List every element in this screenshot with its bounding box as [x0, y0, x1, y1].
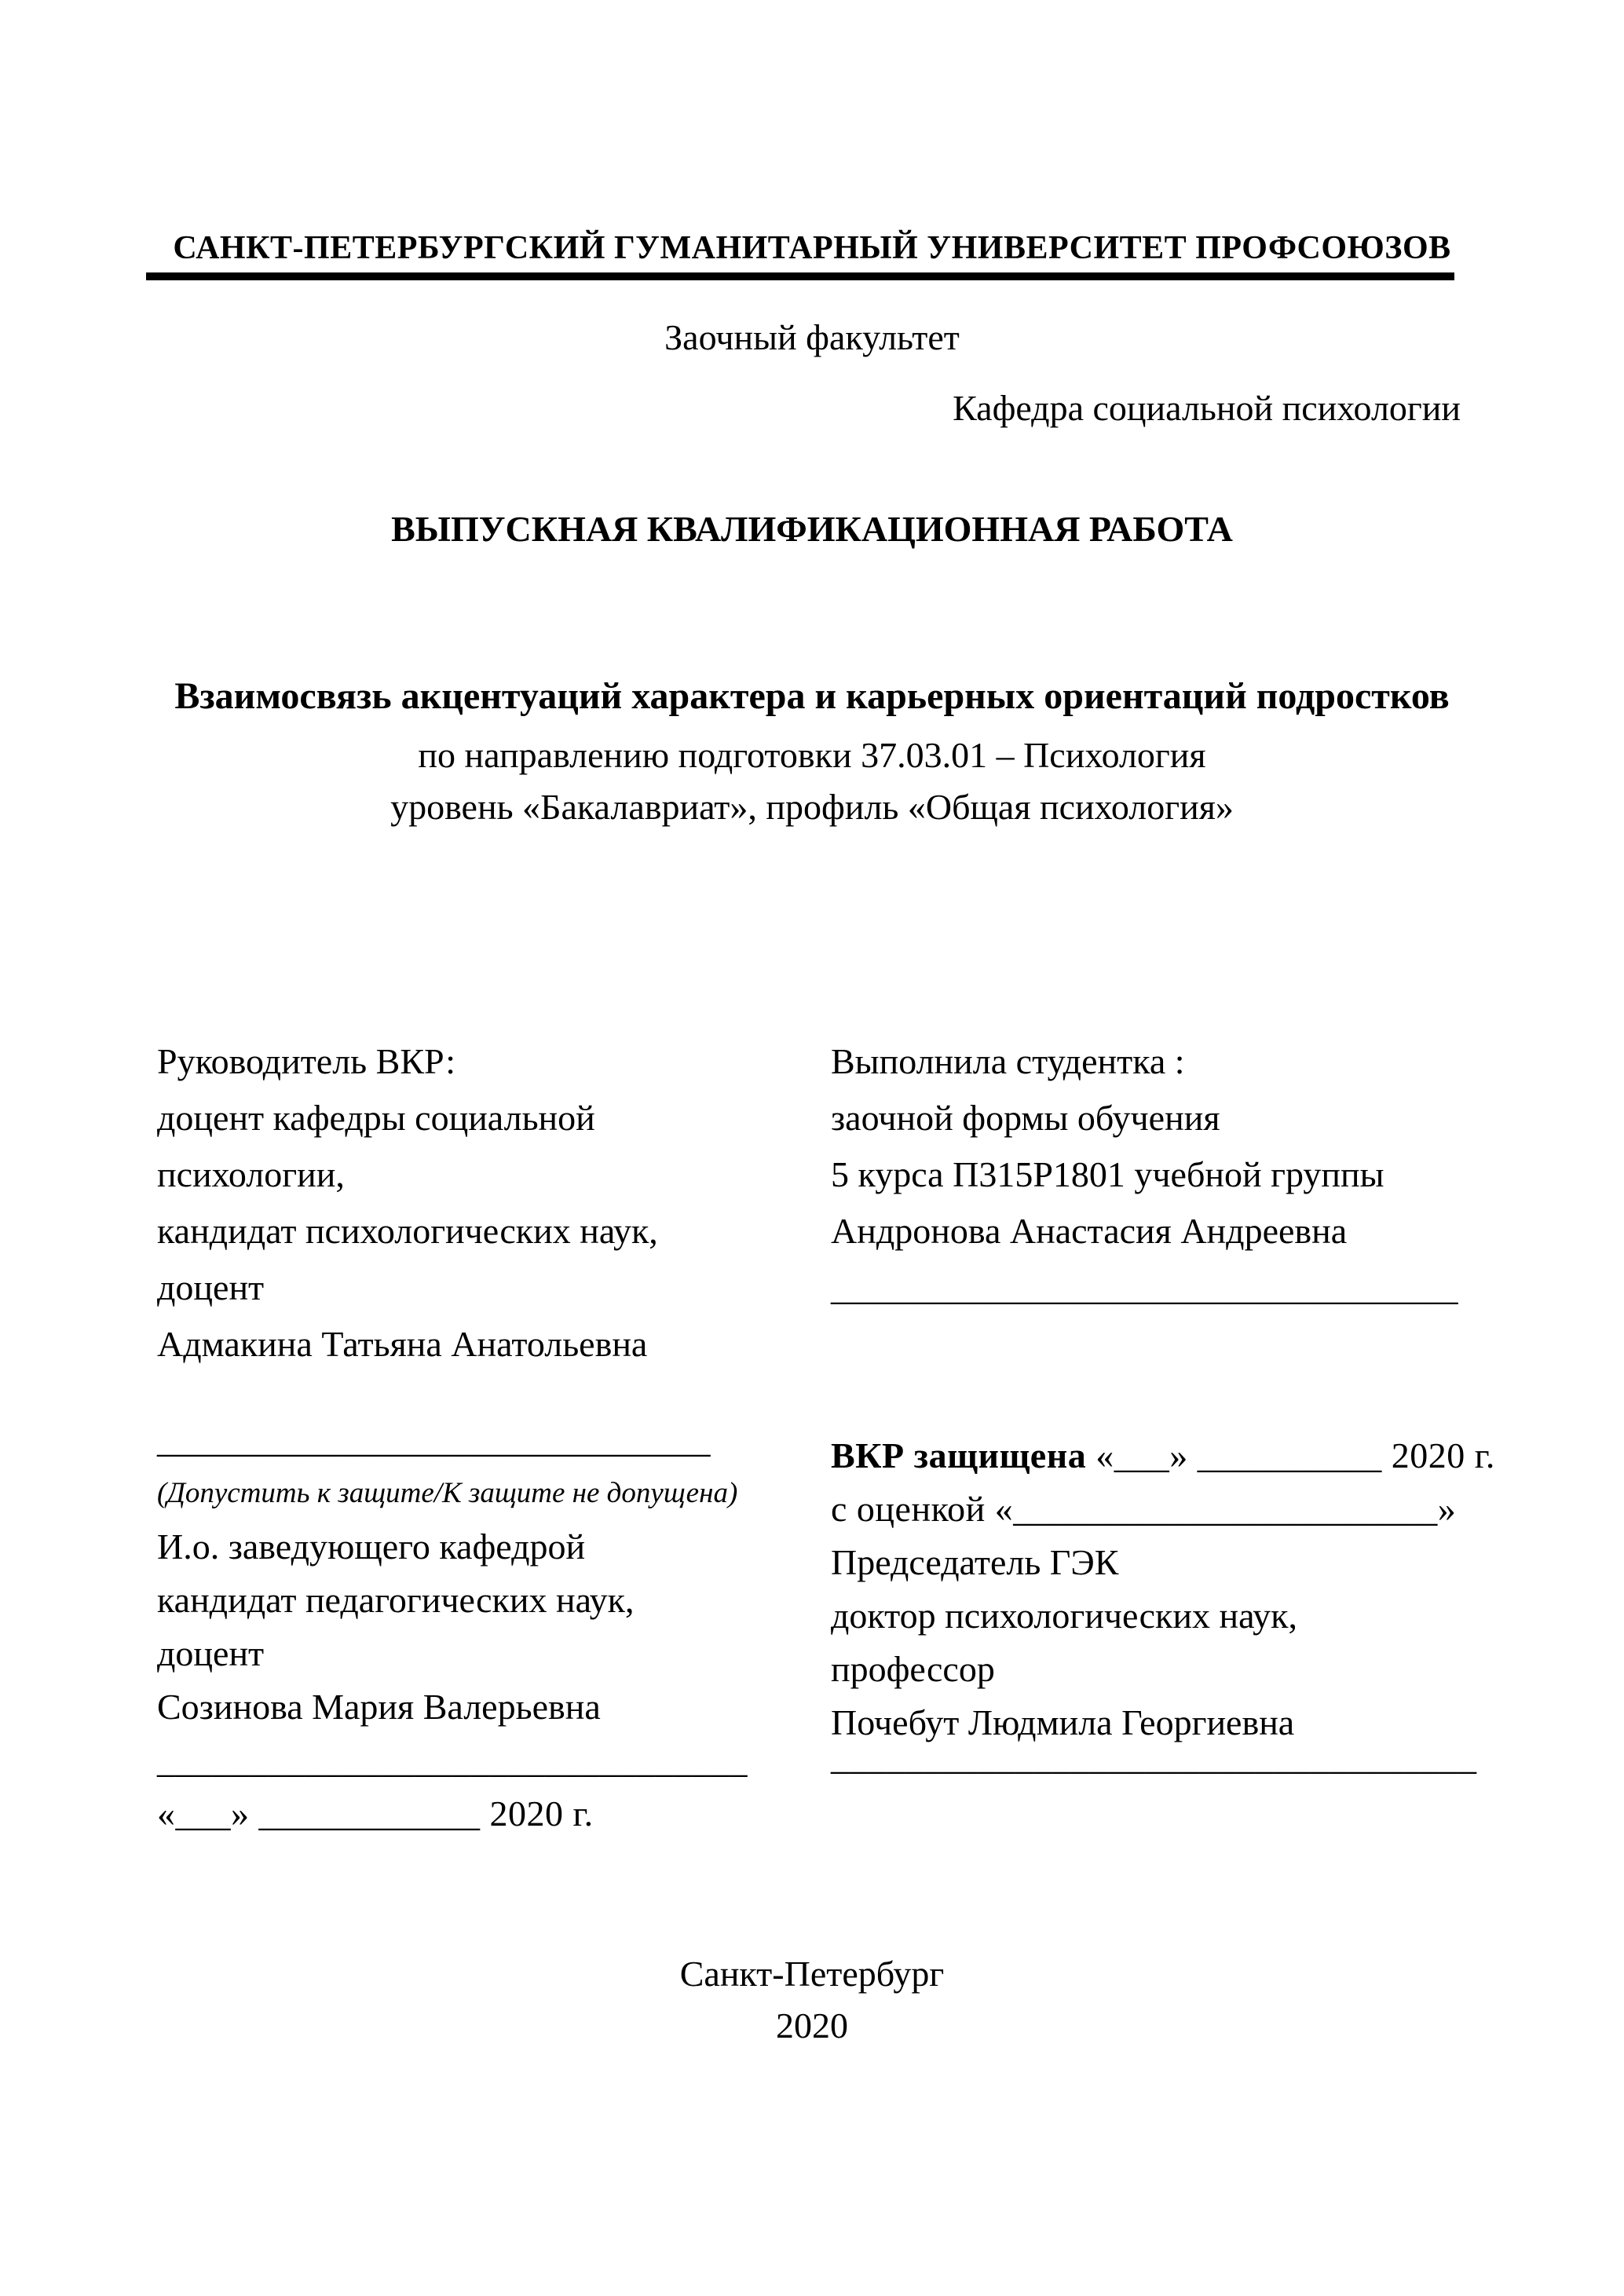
- thesis-title: Взаимосвязь акцентуаций характера и карьерных ориентаций подростков: [174, 675, 1450, 717]
- level-profile-line: уровень «Бакалавриат», профиль «Общая психология»: [390, 787, 1234, 827]
- defense-result-label: ВКР защищена: [831, 1435, 1087, 1475]
- admission-block: [157, 1413, 832, 1841]
- defense-result-line: [831, 1429, 1498, 1483]
- defense-line: доктор психологических наук,: [831, 1596, 1298, 1636]
- student-block: [831, 1033, 1490, 1316]
- student-line: 5 курса П315Р1801 учебной группы: [831, 1154, 1384, 1194]
- admission-date-line: «___» ____________ 2020 г.: [157, 1793, 594, 1834]
- supervisor-line: доцент кафедры социальной: [157, 1098, 595, 1138]
- admission-line: доцент: [157, 1633, 265, 1673]
- footer-year: 2020: [776, 2005, 848, 2046]
- faculty-name: Заочный факультет: [664, 317, 960, 357]
- admission-signature-line-2: ________________________________: [157, 1740, 748, 1780]
- supervisor-role-line: Руководитель ВКР:: [157, 1041, 456, 1081]
- admission-name-line: Созинова Мария Валерьевна: [157, 1687, 601, 1727]
- defense-grade-line: с оценкой «_______________________»: [831, 1489, 1457, 1529]
- defense-signature-line: ___________________________________: [831, 1737, 1477, 1777]
- program-line: по направлению подготовки 37.03.01 – Психология: [418, 735, 1206, 775]
- defense-result-rest: «___» __________ 2020 г.: [1086, 1435, 1495, 1475]
- student-role-line: Выполнила студентка :: [831, 1041, 1185, 1081]
- defense-line: профессор: [831, 1649, 995, 1689]
- supervisor-name-line: Адмакина Татьяна Анатольевна: [157, 1324, 648, 1364]
- admission-line: И.о. заведующего кафедрой: [157, 1526, 586, 1567]
- defense-line: Председатель ГЭК: [831, 1542, 1119, 1582]
- supervisor-line: доцент: [157, 1267, 265, 1307]
- student-name-line: Андронова Анастасия Андреевна: [831, 1211, 1348, 1251]
- admission-signature-line: ______________________________: [157, 1420, 711, 1460]
- admission-note: (Допустить к защите/К защите не допущена): [157, 1477, 738, 1509]
- student-signature-line: __________________________________: [831, 1267, 1458, 1307]
- defense-name-line: Почебут Людмила Георгиевна: [831, 1702, 1295, 1742]
- supervisor-line: психологии,: [157, 1154, 345, 1194]
- university-name: САНКТ-ПЕТЕРБУРГСКИЙ ГУМАНИТАРНЫЙ УНИВЕРСИТЕТ ПРОФСОЮЗОВ: [173, 230, 1451, 266]
- admission-line: кандидат педагогических наук,: [157, 1580, 635, 1620]
- supervisor-line: кандидат психологических наук,: [157, 1211, 658, 1251]
- student-line: заочной формы обучения: [831, 1098, 1220, 1138]
- supervisor-block: [157, 1033, 832, 1373]
- header-rule: [146, 272, 1454, 280]
- footer-city: Санкт-Петербург: [679, 1954, 945, 1994]
- defense-block: [831, 1429, 1498, 1784]
- department-name: Кафедра социальной психологии: [953, 388, 1461, 428]
- work-type-heading: ВЫПУСКНАЯ КВАЛИФИКАЦИОННАЯ РАБОТА: [391, 509, 1233, 549]
